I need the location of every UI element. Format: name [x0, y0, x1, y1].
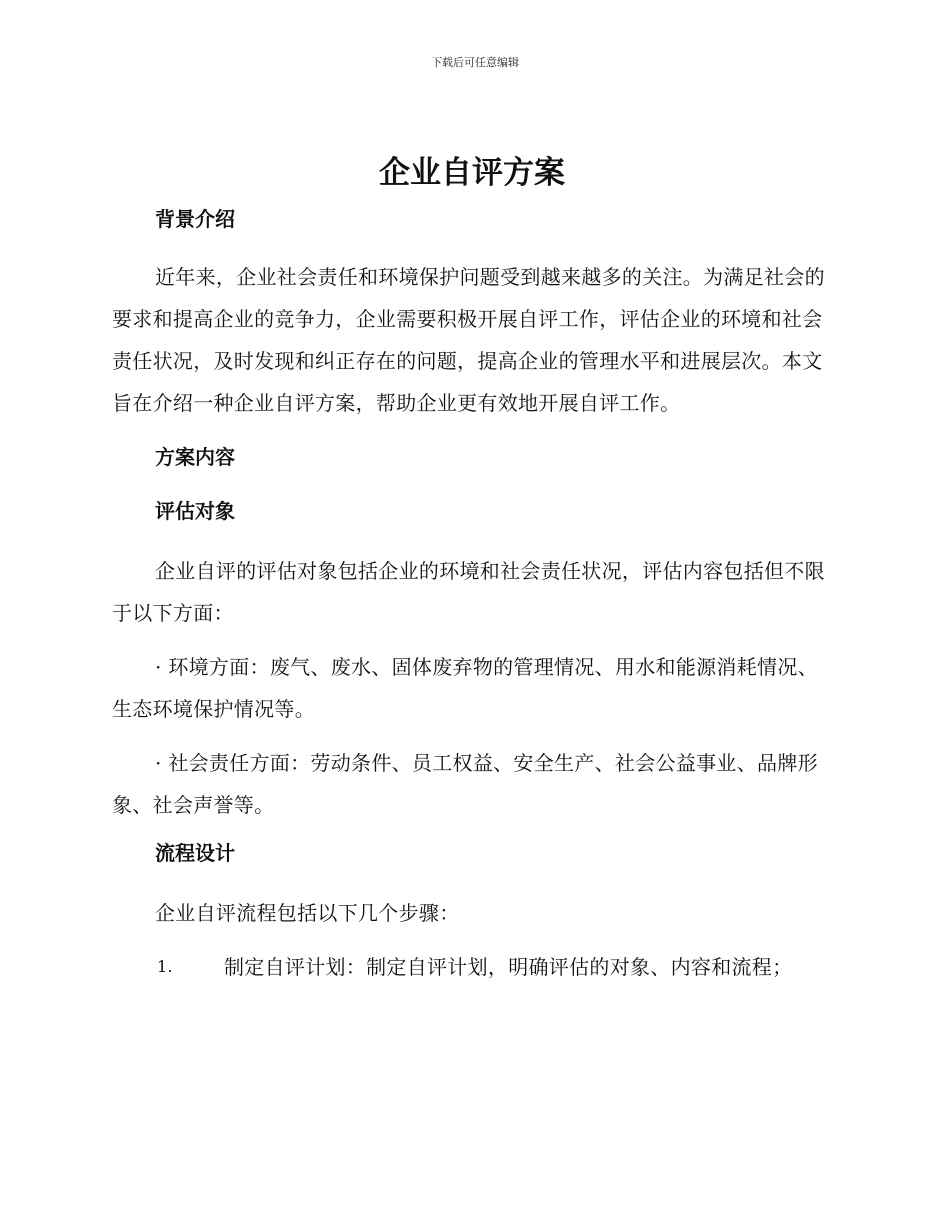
- paragraph-social-responsibility: · 社会责任方面：劳动条件、员工权益、安全生产、社会公益事业、品牌形象、社会声誉等。: [112, 751, 818, 817]
- list-text: 制定自评计划：制定自评计划，明确评估的对象、内容和流程；: [224, 955, 793, 979]
- paragraph-environment: · 环境方面：废气、废水、固体废弃物的管理情况、用水和能源消耗情况、生态环境保护情况等。: [112, 655, 818, 721]
- heading-plan-content: 方案内容: [155, 445, 235, 469]
- heading-background: 背景介绍: [155, 207, 235, 231]
- heading-process-design: 流程设计: [155, 841, 235, 865]
- paragraph-process-intro: 企业自评流程包括以下几个步骤：: [155, 901, 460, 925]
- paragraph-background: 近年来，企业社会责任和环境保护问题受到越来越多的关注。为满足社会的要求和提高企业的竞争力，企业需要积极开展自评工作，评估企业的环境和社会责任状况，及时发现和纠正存在的问题，提高企业的管理水平和进展层次。本文旨在介绍一种企业自评方案，帮助企业更有效地开展自评工作。: [112, 265, 825, 415]
- list-number: 1.: [157, 957, 173, 976]
- document-title: 企业自评方案: [379, 155, 565, 191]
- header-note: 下载后可任意编辑: [431, 56, 519, 69]
- paragraph-evaluation-target: 企业自评的评估对象包括企业的环境和社会责任状况，评估内容包括但不限于以下方面：: [112, 559, 825, 625]
- list-item: [112, 946, 832, 988]
- heading-evaluation-target: 评估对象: [155, 499, 235, 523]
- document-body: [112, 148, 832, 988]
